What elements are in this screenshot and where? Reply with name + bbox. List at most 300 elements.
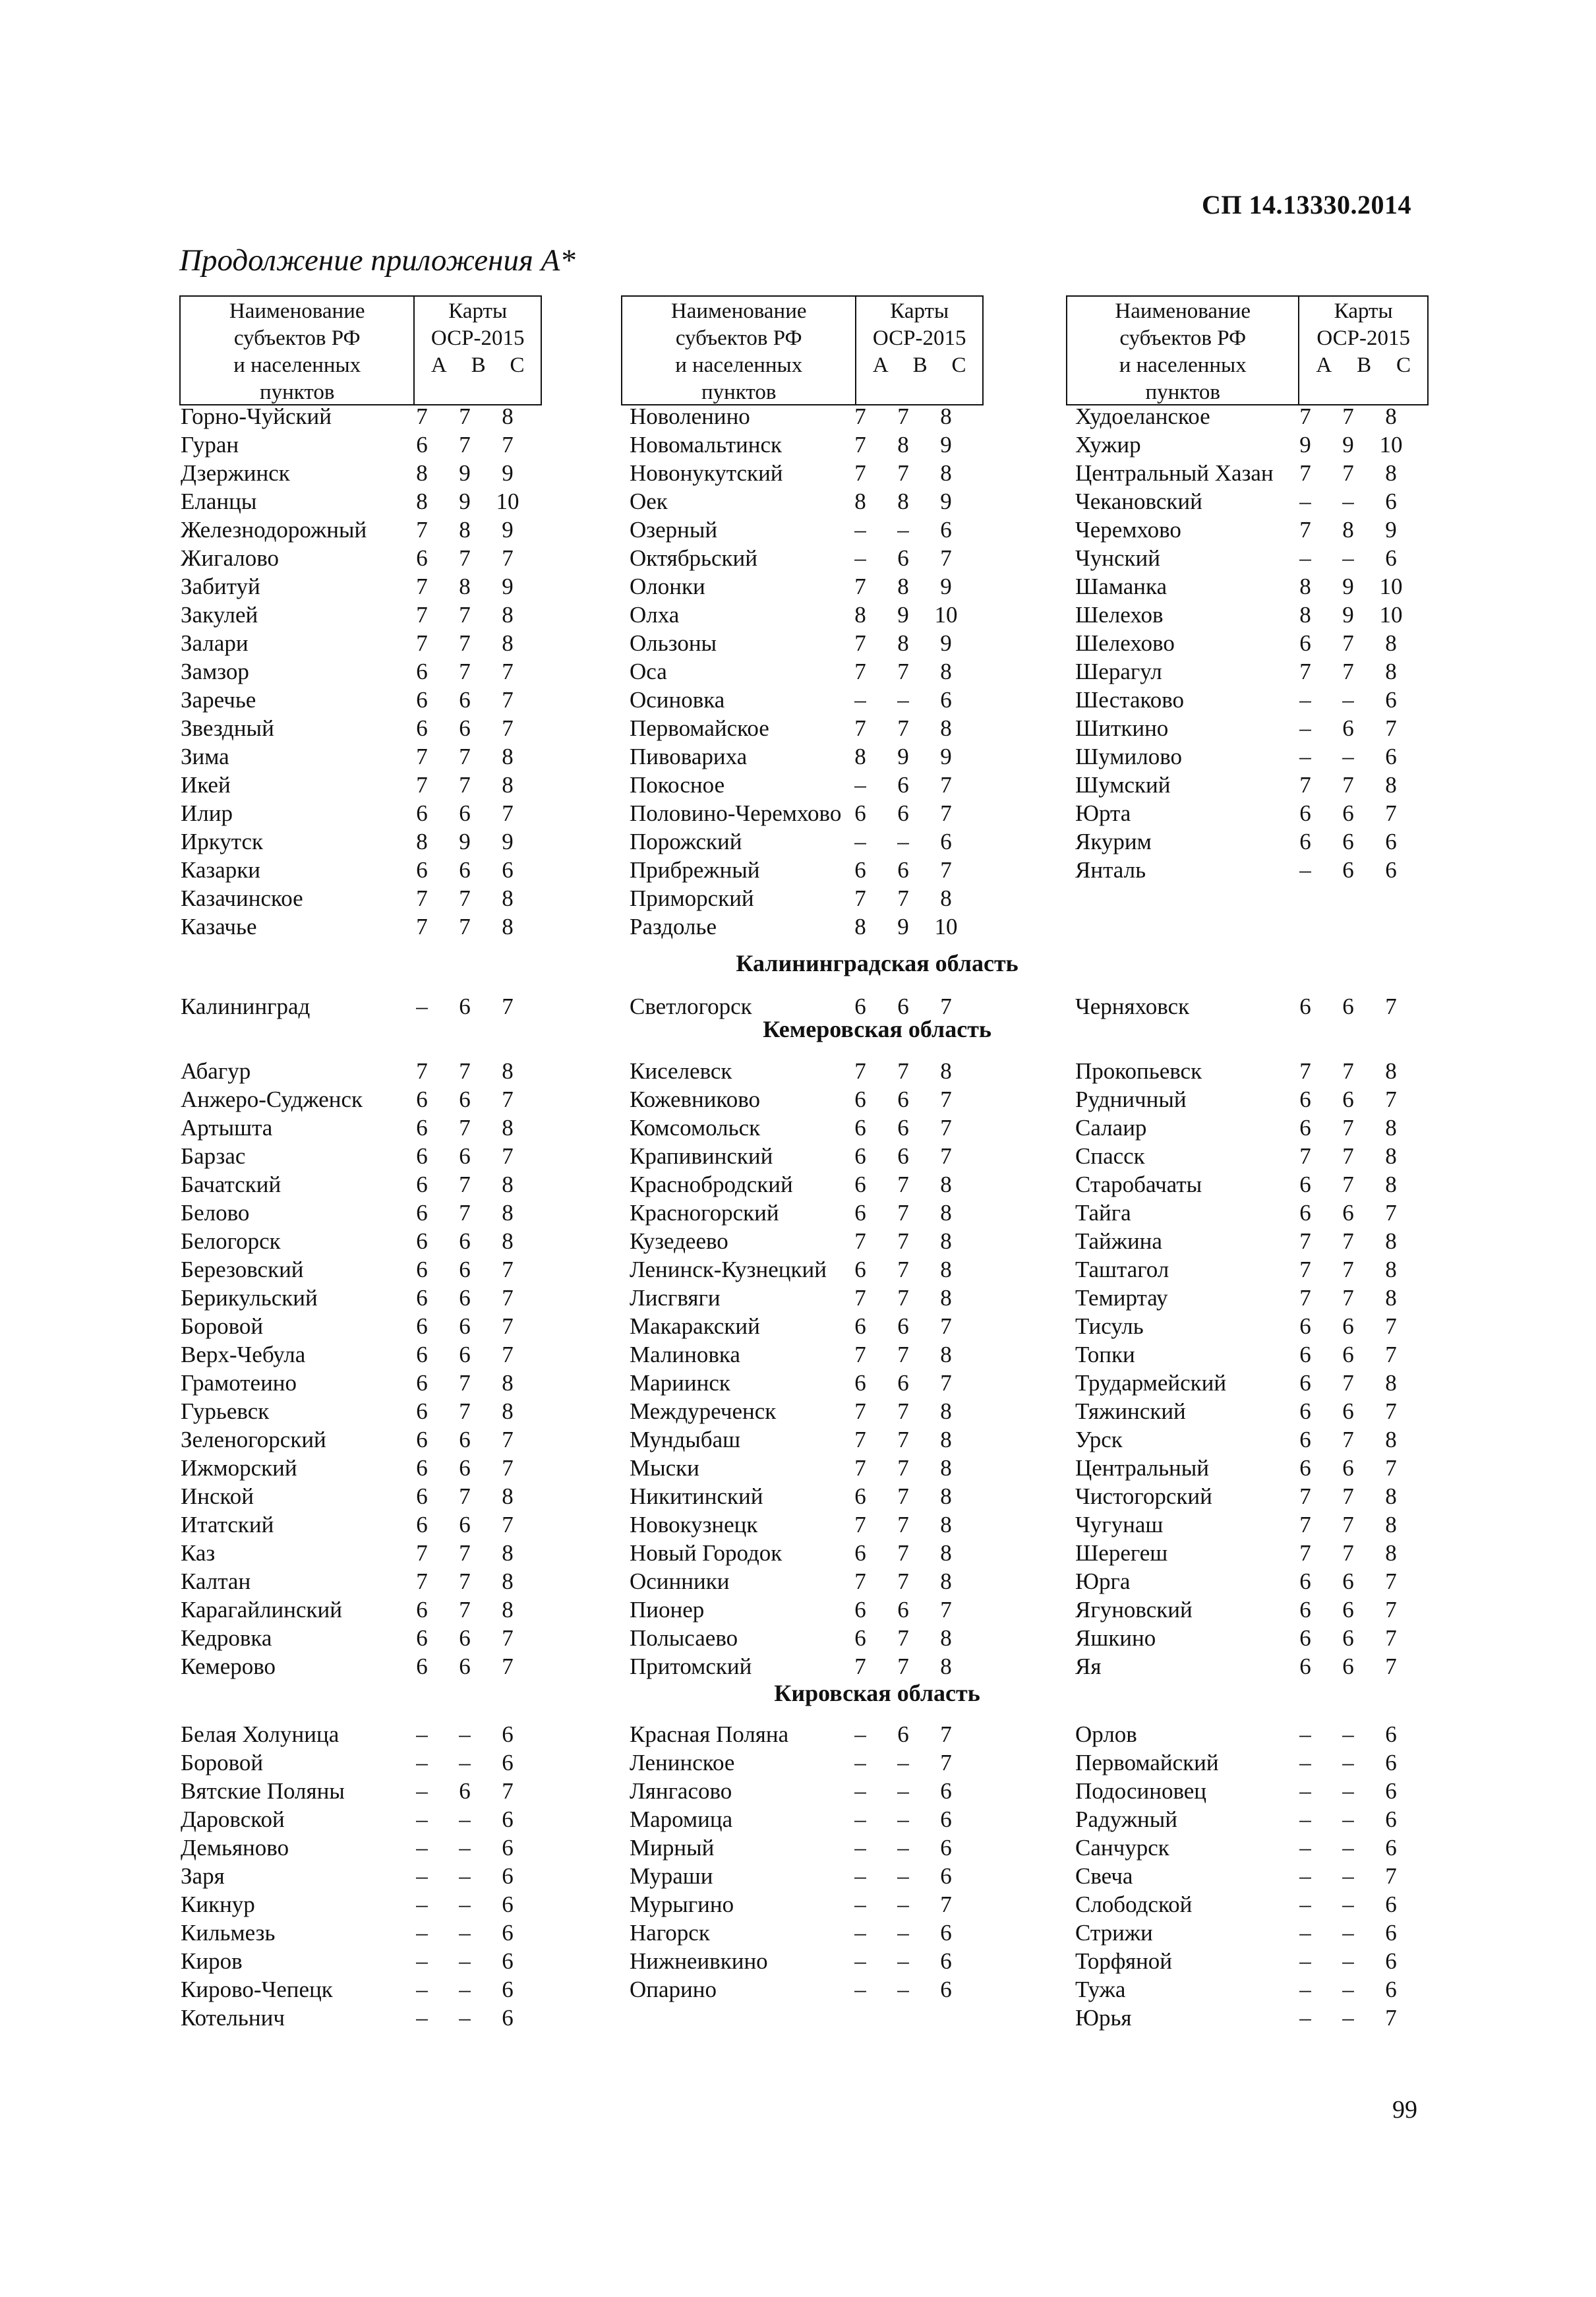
map-c-value: 7 <box>502 1313 514 1339</box>
map-c-value: 7 <box>940 1143 952 1169</box>
settlement-name: Таштагол <box>1075 1257 1169 1282</box>
header-map-col: C <box>951 353 966 377</box>
header-map-col: C <box>1396 353 1411 377</box>
map-b-value: 7 <box>459 1483 471 1509</box>
map-c-value: 8 <box>940 1483 952 1509</box>
map-b-value: 7 <box>459 1597 471 1623</box>
settlement-name: Олха <box>630 602 680 628</box>
map-a-value: 6 <box>854 1313 866 1339</box>
map-b-value: 7 <box>897 1058 909 1084</box>
map-c-value: 8 <box>502 1058 514 1084</box>
settlement-name: Кемерово <box>181 1654 276 1679</box>
map-b-value: – <box>897 1750 909 1775</box>
map-a-value: 8 <box>854 489 866 514</box>
table-row <box>0 1086 1596 1114</box>
map-c-value: 8 <box>1385 659 1397 684</box>
map-a-value: 7 <box>854 574 866 599</box>
settlement-name: Яя <box>1075 1654 1102 1679</box>
map-c-value: 8 <box>940 1455 952 1481</box>
map-b-value: 6 <box>1342 1087 1354 1112</box>
map-a-value: 6 <box>854 1172 866 1197</box>
map-c-value: 10 <box>934 914 958 940</box>
map-b-value: 9 <box>1342 602 1354 628</box>
map-c-value: 6 <box>940 829 952 854</box>
settlement-name: Юрга <box>1075 1568 1131 1594</box>
map-a-value: 8 <box>1299 602 1311 628</box>
map-a-value: – <box>854 1721 866 1747</box>
map-c-value: 6 <box>1385 1977 1397 2002</box>
map-c-value: 8 <box>940 1625 952 1651</box>
map-c-value: 7 <box>940 772 952 798</box>
settlement-name: Даровской <box>181 1806 285 1832</box>
map-a-value: – <box>854 1835 866 1861</box>
map-c-value: 9 <box>1385 517 1397 543</box>
settlement-name: Междуреченск <box>630 1398 777 1424</box>
map-a-value: 6 <box>1299 829 1311 854</box>
settlement-name: Зеленогорский <box>181 1427 326 1452</box>
header-name-line: Наименование <box>670 299 807 323</box>
map-b-value: 7 <box>897 460 909 486</box>
header-maps-line: Карты <box>448 299 508 323</box>
map-a-value: 7 <box>854 403 866 429</box>
map-c-value: 7 <box>1385 1455 1397 1481</box>
header-name-cell <box>622 297 856 404</box>
map-c-value: 10 <box>934 602 958 628</box>
map-c-value: 8 <box>1385 1370 1397 1396</box>
settlement-name: Шерегеш <box>1075 1540 1168 1566</box>
map-a-value: 6 <box>416 1483 428 1509</box>
map-a-value: 6 <box>854 1143 866 1169</box>
map-a-value: 7 <box>854 715 866 741</box>
map-c-value: 7 <box>1385 1625 1397 1651</box>
map-a-value: 7 <box>854 885 866 911</box>
map-b-value: – <box>1342 489 1354 514</box>
header-name-line: пунктов <box>701 380 777 404</box>
map-b-value: 7 <box>897 1455 909 1481</box>
map-b-value: 7 <box>897 1483 909 1509</box>
map-c-value: 7 <box>502 432 514 458</box>
map-b-value: 7 <box>459 744 471 769</box>
map-b-value: 7 <box>1342 1115 1354 1141</box>
map-b-value: 6 <box>459 1455 471 1481</box>
map-a-value: 6 <box>416 1313 428 1339</box>
map-c-value: 8 <box>940 1172 952 1197</box>
settlement-name: Олонки <box>630 574 705 599</box>
settlement-name: Верх-Чебула <box>181 1342 306 1367</box>
settlement-name: Новонукутский <box>630 460 783 486</box>
settlement-name: Чистогорский <box>1075 1483 1212 1509</box>
table-row <box>0 1114 1596 1142</box>
map-a-value: – <box>854 1778 866 1804</box>
header-name-line: и населенных <box>1119 353 1247 377</box>
settlement-name: Киселевск <box>630 1058 732 1084</box>
settlement-name: Барзас <box>181 1143 246 1169</box>
map-a-value: 8 <box>416 829 428 854</box>
map-b-value: 6 <box>897 994 909 1019</box>
map-a-value: 6 <box>854 1115 866 1141</box>
settlement-name: Первомайский <box>1075 1750 1219 1775</box>
settlement-name: Белогорск <box>181 1228 281 1254</box>
map-b-value: – <box>1342 687 1354 713</box>
map-b-value: 7 <box>459 630 471 656</box>
map-b-value: 6 <box>459 1087 471 1112</box>
map-c-value: 7 <box>502 1427 514 1452</box>
map-a-value: 6 <box>1299 1087 1311 1112</box>
map-c-value: 7 <box>1385 800 1397 826</box>
table-row <box>0 1948 1596 1975</box>
map-a-value: 6 <box>416 1172 428 1197</box>
settlement-name: Осиновка <box>630 687 725 713</box>
table-row <box>0 1284 1596 1312</box>
map-b-value: 6 <box>1342 1200 1354 1226</box>
settlement-name: Инской <box>181 1483 254 1509</box>
map-a-value: 7 <box>416 403 428 429</box>
settlement-name: Хужир <box>1075 432 1141 458</box>
map-b-value: 7 <box>459 1398 471 1424</box>
settlement-name: Мирный <box>630 1835 715 1861</box>
map-c-value: 6 <box>502 1977 514 2002</box>
map-c-value: 7 <box>502 1285 514 1311</box>
settlement-name: Железнодорожный <box>181 517 367 543</box>
table-row <box>0 1058 1596 1085</box>
settlement-name: Торфяной <box>1075 1948 1173 1974</box>
settlement-name: Карагайлинский <box>181 1597 342 1623</box>
map-b-value: 7 <box>459 403 471 429</box>
map-b-value: 6 <box>1342 1568 1354 1594</box>
table-row <box>0 2004 1596 2032</box>
map-a-value: 6 <box>1299 800 1311 826</box>
map-b-value: 6 <box>459 994 471 1019</box>
settlement-name: Кикнур <box>181 1892 255 1917</box>
table-row <box>0 1341 1596 1369</box>
settlement-name: Центральный <box>1075 1455 1210 1481</box>
map-c-value: 7 <box>940 1721 952 1747</box>
map-a-value: 6 <box>1299 630 1311 656</box>
map-c-value: 6 <box>940 1835 952 1861</box>
map-a-value: – <box>854 1892 866 1917</box>
map-a-value: – <box>854 772 866 798</box>
settlement-name: Ягуновский <box>1075 1597 1193 1623</box>
map-a-value: 7 <box>854 1058 866 1084</box>
map-a-value: 6 <box>416 1342 428 1367</box>
settlement-name: Комсомольск <box>630 1115 761 1141</box>
table-row <box>0 828 1596 856</box>
settlement-name: Черняховск <box>1075 994 1190 1019</box>
map-c-value: 8 <box>940 1285 952 1311</box>
map-c-value: 6 <box>1385 489 1397 514</box>
map-a-value: 6 <box>416 1370 428 1396</box>
map-c-value: 8 <box>502 602 514 628</box>
settlement-name: Замзор <box>181 659 249 684</box>
settlement-name: Каз <box>181 1540 216 1566</box>
settlement-name: Заря <box>181 1863 225 1889</box>
settlement-name: Прокопьевск <box>1075 1058 1202 1084</box>
settlement-name: Нагорск <box>630 1920 710 1946</box>
table-row <box>0 545 1596 572</box>
map-b-value: 7 <box>459 1568 471 1594</box>
map-b-value: 9 <box>897 914 909 940</box>
map-c-value: 7 <box>502 715 514 741</box>
settlement-name: Маромица <box>630 1806 733 1832</box>
table-row <box>0 1976 1596 2004</box>
map-b-value: – <box>1342 1806 1354 1832</box>
map-a-value: 7 <box>854 1568 866 1594</box>
settlement-name: Новомальтинск <box>630 432 783 458</box>
settlement-name: Берикульский <box>181 1285 318 1311</box>
settlement-name: Нижнеивкино <box>630 1948 768 1974</box>
map-c-value: 8 <box>1385 1058 1397 1084</box>
header-name-line: и населенных <box>233 353 361 377</box>
settlement-name: Яшкино <box>1075 1625 1156 1651</box>
map-c-value: 6 <box>940 1920 952 1946</box>
map-a-value: 6 <box>416 1597 428 1623</box>
table-row <box>0 573 1596 601</box>
map-a-value: 7 <box>854 460 866 486</box>
settlement-name: Урск <box>1075 1427 1123 1452</box>
table-row <box>0 460 1596 487</box>
settlement-name: Спасск <box>1075 1143 1145 1169</box>
settlement-name: Притомский <box>630 1654 752 1679</box>
map-a-value: 6 <box>1299 1115 1311 1141</box>
map-b-value: 7 <box>1342 1540 1354 1566</box>
settlement-name: Свеча <box>1075 1863 1133 1889</box>
map-a-value: 8 <box>854 744 866 769</box>
map-c-value: 7 <box>940 545 952 571</box>
settlement-name: Мурыгино <box>630 1892 734 1917</box>
map-b-value: 6 <box>897 1087 909 1112</box>
map-a-value: 6 <box>416 1455 428 1481</box>
map-a-value: – <box>1299 1750 1311 1775</box>
map-c-value: 8 <box>502 885 514 911</box>
map-b-value: 7 <box>897 715 909 741</box>
map-a-value: – <box>1299 489 1311 514</box>
map-b-value: 7 <box>1342 1143 1354 1169</box>
map-a-value: 6 <box>1299 994 1311 1019</box>
settlement-name: Тайга <box>1075 1200 1131 1226</box>
map-c-value: 6 <box>1385 1806 1397 1832</box>
map-c-value: 8 <box>502 1115 514 1141</box>
map-b-value: 6 <box>897 1313 909 1339</box>
map-b-value: 9 <box>897 744 909 769</box>
map-c-value: 7 <box>1385 1087 1397 1112</box>
settlement-name: Закулей <box>181 602 258 628</box>
map-c-value: 6 <box>502 1863 514 1889</box>
map-b-value: 6 <box>459 1285 471 1311</box>
settlement-name: Калтан <box>181 1568 251 1594</box>
settlement-name: Залари <box>181 630 249 656</box>
map-a-value: – <box>416 1920 428 1946</box>
map-c-value: 6 <box>1385 1778 1397 1804</box>
map-b-value: 6 <box>459 800 471 826</box>
map-b-value: 6 <box>1342 1625 1354 1651</box>
table-header-2 <box>621 295 984 405</box>
map-a-value: 7 <box>416 1058 428 1084</box>
map-a-value: 7 <box>1299 1228 1311 1254</box>
settlement-name: Шаманка <box>1075 574 1167 599</box>
map-c-value: 7 <box>1385 1597 1397 1623</box>
settlement-name: Никитинский <box>630 1483 763 1509</box>
map-a-value: 7 <box>1299 659 1311 684</box>
settlement-name: Киров <box>181 1948 243 1974</box>
header-name-line: пунктов <box>259 380 335 404</box>
map-a-value: 6 <box>416 800 428 826</box>
map-c-value: 7 <box>940 1115 952 1141</box>
map-a-value: – <box>416 1806 428 1832</box>
map-a-value: – <box>1299 545 1311 571</box>
settlement-name: Рудничный <box>1075 1087 1187 1112</box>
map-b-value: 7 <box>459 602 471 628</box>
header-map-columns <box>1299 352 1427 379</box>
map-c-value: 7 <box>940 1892 952 1917</box>
settlement-name: Порожский <box>630 829 742 854</box>
map-a-value: – <box>1299 1920 1311 1946</box>
settlement-name: Красная Поляна <box>630 1721 789 1747</box>
map-c-value: 7 <box>502 1455 514 1481</box>
map-b-value: 7 <box>897 1625 909 1651</box>
map-b-value: 7 <box>897 1568 909 1594</box>
header-map-col: C <box>510 353 525 377</box>
table-row <box>0 1483 1596 1510</box>
map-a-value: – <box>854 1977 866 2002</box>
map-b-value: – <box>459 1920 471 1946</box>
map-a-value: 7 <box>1299 1257 1311 1282</box>
table-row <box>0 743 1596 771</box>
table-row <box>0 1749 1596 1777</box>
map-b-value: 6 <box>897 800 909 826</box>
settlement-name: Шестаково <box>1075 687 1185 713</box>
map-a-value: 6 <box>1299 1313 1311 1339</box>
header-name-line: Наименование <box>229 299 365 323</box>
map-b-value: 7 <box>459 1172 471 1197</box>
map-b-value: 6 <box>459 715 471 741</box>
header-map-columns <box>415 352 541 379</box>
map-a-value: – <box>1299 1778 1311 1804</box>
table-row <box>0 516 1596 544</box>
map-b-value: – <box>897 1948 909 1974</box>
map-a-value: 6 <box>416 1228 428 1254</box>
map-c-value: 7 <box>502 545 514 571</box>
settlement-name: Старобачаты <box>1075 1172 1202 1197</box>
map-b-value: – <box>897 1778 909 1804</box>
settlement-name: Казачинское <box>181 885 303 911</box>
map-a-value: – <box>854 1863 866 1889</box>
map-a-value: 7 <box>1299 1285 1311 1311</box>
map-a-value: 6 <box>416 432 428 458</box>
header-map-columns <box>856 352 982 379</box>
map-b-value: 6 <box>459 1143 471 1169</box>
map-b-value: 6 <box>1342 1597 1354 1623</box>
map-b-value: 6 <box>1342 1313 1354 1339</box>
map-b-value: 8 <box>897 432 909 458</box>
map-c-value: 6 <box>940 1977 952 2002</box>
map-a-value: 7 <box>854 432 866 458</box>
map-c-value: 6 <box>502 1920 514 1946</box>
page-number: 99 <box>1392 2096 1417 2124</box>
table-row <box>0 431 1596 459</box>
map-c-value: 8 <box>1385 1143 1397 1169</box>
map-c-value: 8 <box>502 630 514 656</box>
map-c-value: 7 <box>502 1087 514 1112</box>
map-b-value: 6 <box>897 1597 909 1623</box>
map-b-value: 6 <box>897 1721 909 1747</box>
map-a-value: 7 <box>1299 460 1311 486</box>
map-c-value: 7 <box>940 994 952 1019</box>
settlement-name: Макаракский <box>630 1313 760 1339</box>
map-b-value: 8 <box>459 574 471 599</box>
map-a-value: 6 <box>854 1370 866 1396</box>
settlement-name: Краснобродский <box>630 1172 793 1197</box>
settlement-name: Слободской <box>1075 1892 1193 1917</box>
map-b-value: 7 <box>1342 1483 1354 1509</box>
map-b-value: 7 <box>1342 630 1354 656</box>
map-a-value: 8 <box>416 460 428 486</box>
map-a-value: – <box>416 1977 428 2002</box>
map-b-value: – <box>897 1863 909 1889</box>
map-b-value: 7 <box>897 1257 909 1282</box>
map-a-value: 7 <box>1299 517 1311 543</box>
settlement-name: Иркутск <box>181 829 264 854</box>
map-b-value: 6 <box>459 1427 471 1452</box>
map-b-value: 7 <box>897 1342 909 1367</box>
map-b-value: 6 <box>459 1257 471 1282</box>
map-c-value: 8 <box>502 1483 514 1509</box>
map-a-value: 6 <box>416 1625 428 1651</box>
table-row <box>0 1539 1596 1567</box>
map-c-value: 7 <box>1385 2005 1397 2031</box>
map-b-value: 7 <box>1342 1257 1354 1282</box>
header-maps-line: ОСР-2015 <box>1316 326 1410 350</box>
map-c-value: 8 <box>940 1540 952 1566</box>
region-heading <box>0 1679 1596 1707</box>
settlement-name: Якурим <box>1075 829 1152 854</box>
map-c-value: 8 <box>1385 1257 1397 1282</box>
table-row <box>0 913 1596 941</box>
map-b-value: – <box>897 1835 909 1861</box>
settlement-name: Белово <box>181 1200 250 1226</box>
map-c-value: 6 <box>940 687 952 713</box>
table-row <box>0 1806 1596 1834</box>
header-name-cell <box>181 297 415 404</box>
map-c-value: 7 <box>1385 1398 1397 1424</box>
map-b-value: 7 <box>1342 659 1354 684</box>
settlement-name: Светлогорск <box>630 994 752 1019</box>
map-c-value: 6 <box>940 1863 952 1889</box>
map-c-value: 8 <box>502 1172 514 1197</box>
header-maps-line: Карты <box>1334 299 1393 323</box>
map-c-value: 8 <box>1385 1427 1397 1452</box>
settlement-name: Озерный <box>630 517 718 543</box>
table-row <box>0 800 1596 827</box>
settlement-name: Шумилово <box>1075 744 1182 769</box>
map-c-value: 8 <box>502 403 514 429</box>
map-b-value: 7 <box>459 772 471 798</box>
map-b-value: – <box>1342 1778 1354 1804</box>
map-c-value: 7 <box>940 1750 952 1775</box>
header-name-line: субъектов РФ <box>675 326 802 350</box>
table-row <box>0 1834 1596 1862</box>
map-b-value: 8 <box>897 574 909 599</box>
map-a-value: 7 <box>1299 403 1311 429</box>
header-name-line: и населенных <box>675 353 803 377</box>
map-a-value: – <box>854 1750 866 1775</box>
map-c-value: 8 <box>502 1228 514 1254</box>
map-a-value: – <box>854 1806 866 1832</box>
map-c-value: 8 <box>1385 1172 1397 1197</box>
map-c-value: 8 <box>940 1342 952 1367</box>
map-b-value: 7 <box>459 914 471 940</box>
header-map-col: B <box>1357 353 1372 377</box>
map-c-value: 9 <box>940 432 952 458</box>
